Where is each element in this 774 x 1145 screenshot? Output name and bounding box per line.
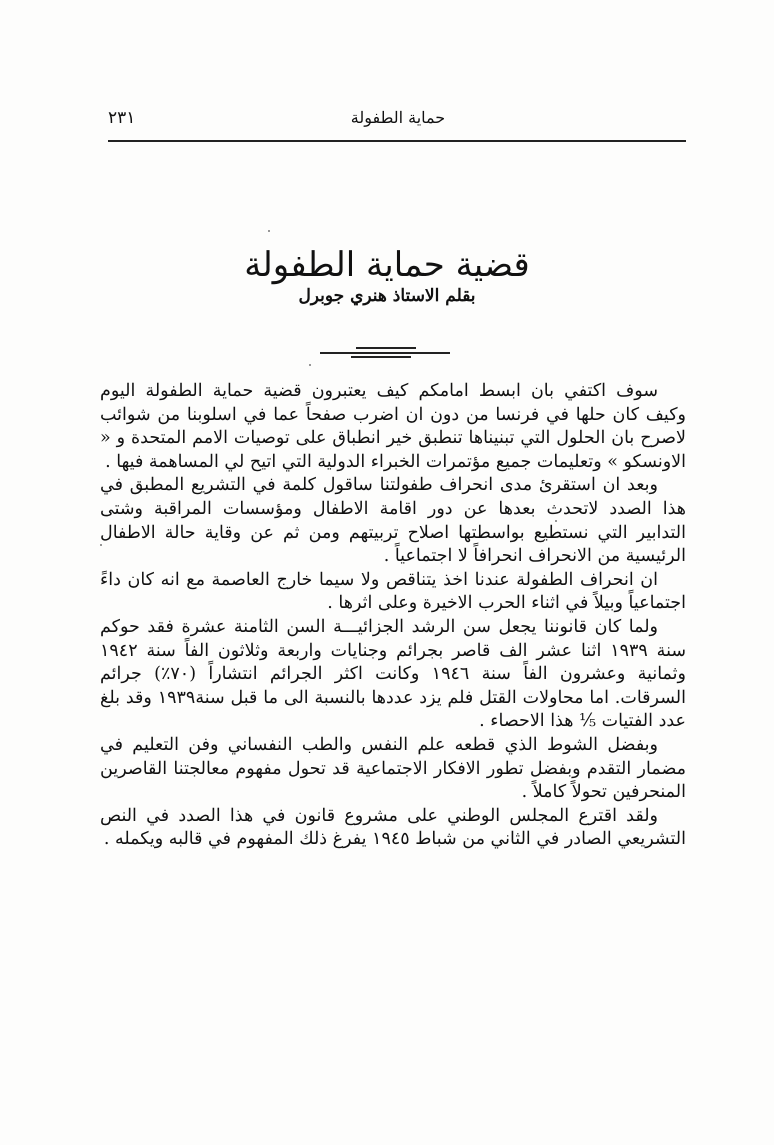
running-title: حماية الطفولة — [350, 108, 446, 127]
paragraph-statistics: ولما كان قانوننا يجعل سن الرشد الجزائيـــة السن الثامنة عشرة فقد حوكم سنة ١٩٣٩ اثنا عشر الف قاصر بجرائم وجنايات واربعة وثلاثون الفاً سنة ١٩٤٢ وثمانية وعشرون الفاً سنة ١٩٤٦ وكانت اكثر الجرائم انتشاراً (٧٠٪) جرائم السرقات. اما محاولات القتل فلم يزد عددها بالنسبة الى ما قبل سنة١٩٣٩ وقد بلغ عدد الفتيات ⅕ هذا الاحصاء . — [100, 616, 687, 732]
ornament-line-middle — [320, 352, 450, 354]
page-header — [108, 108, 688, 134]
paragraph-progress: وبفضل الشوط الذي قطعه علم النفس والطب النفساني وفن التعليم في مضمار التقدم وبفضل تطور الافكار الاجتماعية قد تحول مفهوم معالجتنا القاصرين المنحرفين تحولاً كاملاً . — [100, 734, 686, 803]
ornament-line-top — [356, 347, 416, 349]
scan-speck — [100, 544, 102, 546]
scan-speck — [268, 230, 270, 232]
paragraph-decline: ان انحراف الطفولة عندنا اخذ يتناقص ولا سيما خارج العاصمة مع انه كان داءً اجتماعياً وبيلاً في اثناء الحرب الاخيرة وعلى اثرها . — [100, 569, 686, 614]
paragraph-law-1945: ولقد اقترع المجلس الوطني على مشروع قانون في هذا الصدد في النص التشريعي الصادر في الثاني من شباط ١٩٤٥ يفرغ ذلك المفهوم في قالبه ويكمله . — [100, 805, 686, 850]
title-ornament-divider — [318, 345, 468, 361]
article-title: قضية حماية الطفولة — [244, 244, 530, 285]
paragraph-intro: سوف اكتفي بان ابسط امامكم كيف يعتبرون قضية حماية الطفولة اليوم وكيف كان حلها في فرنسا من دون ان اضرب صفحاً عما في اسلوبنا من شوائب لاصرح بان الحلول التي تبنيناها تنطبق خير انطباق على توصيات الامم المتحدة و « الاونسكو » وتعليمات جميع مؤتمرات الخبراء الدولية التي اتيح لي المساهمة فيها . — [100, 381, 686, 472]
ornament-line-bottom — [351, 356, 411, 358]
page-number: ٢٣١ — [108, 108, 136, 128]
article-body — [100, 380, 686, 852]
scan-speck — [555, 520, 557, 522]
header-rule — [108, 140, 686, 142]
scan-speck — [309, 364, 311, 366]
paragraph-legislation: وبعد ان استقرئ مدى انحراف طفولتنا ساقول كلمة في التشريع المطبق في هذا الصدد لاتحدث بعدها عن دور اقامة الاطفال ومؤسسات المراقبة وشتى التدابير التي نستطيع بواسطتها اصلاح تربيتهم ومن ثم عن وقاية حالة الاطفال الرئيسية من الانحراف انحرافاً لا اجتماعياً . — [100, 475, 686, 567]
article-byline: بقلم الاستاذ هنري جوبرل — [298, 286, 476, 306]
